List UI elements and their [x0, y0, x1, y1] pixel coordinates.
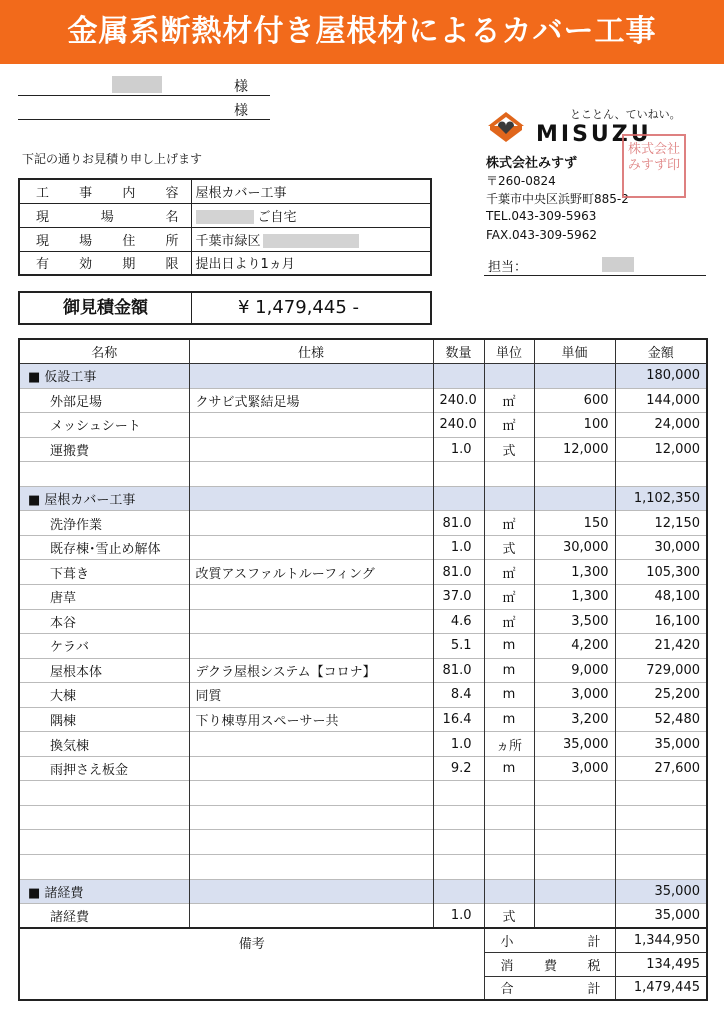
item-unit: ヵ所: [484, 732, 534, 757]
item-spec: [189, 781, 433, 806]
remarks-label: 備考: [238, 937, 265, 952]
honorific: 様: [234, 103, 248, 119]
item-name: 隅棟: [19, 707, 189, 732]
item-unit-price: [534, 879, 615, 904]
item-quantity: 81.0: [433, 560, 484, 585]
item-unit: [484, 781, 534, 806]
item-unit: 式: [484, 437, 534, 462]
honorific: 様: [234, 79, 248, 95]
estimate-footer-table: [18, 927, 708, 1001]
person-in-charge-label: 担当：: [488, 260, 528, 275]
item-unit-price: 100: [534, 413, 615, 438]
item-quantity: 5.1: [433, 634, 484, 659]
item-name: 運搬費: [19, 437, 189, 462]
company-name: 株式会社みすず: [486, 156, 578, 171]
subtotal-value: 1,344,950: [615, 928, 707, 952]
item-amount: 21,420: [615, 634, 707, 659]
company-postal: 〒260-0824: [486, 174, 556, 188]
item-name: ■ 仮設工事: [19, 364, 189, 389]
item-quantity: 9.2: [433, 756, 484, 781]
item-amount: 35,000: [615, 904, 707, 929]
item-unit: ㎡: [484, 388, 534, 413]
item-amount: 729,000: [615, 658, 707, 683]
item-quantity: 1.0: [433, 904, 484, 929]
item-name: [19, 781, 189, 806]
table-row: [19, 437, 707, 462]
item-quantity: 16.4: [433, 707, 484, 732]
item-amount: 144,000: [615, 388, 707, 413]
item-unit: m: [484, 683, 534, 708]
item-spec: [189, 904, 433, 929]
item-amount: 27,600: [615, 756, 707, 781]
project-info-table: [18, 178, 432, 276]
item-spec: [189, 462, 433, 487]
item-unit-price: [534, 805, 615, 830]
item-unit: [484, 462, 534, 487]
redacted-person: [602, 257, 634, 272]
item-name: 既存棟･雪止め解体: [19, 535, 189, 560]
item-name: [19, 805, 189, 830]
item-unit: ㎡: [484, 511, 534, 536]
info-value: 提出日より1ヵ月: [191, 251, 431, 275]
blank-row: [19, 830, 707, 855]
column-header: 名称: [19, 339, 189, 364]
column-header: 単位: [484, 339, 534, 364]
item-unit: [484, 879, 534, 904]
item-quantity: [433, 879, 484, 904]
item-unit-price: [534, 462, 615, 487]
item-spec: [189, 535, 433, 560]
item-unit: m: [484, 707, 534, 732]
item-name: 唐草: [19, 584, 189, 609]
item-spec: [189, 830, 433, 855]
item-quantity: [433, 781, 484, 806]
item-name: 屋根本体: [19, 658, 189, 683]
company-logo-text: MISUZU: [536, 122, 652, 147]
item-amount: [615, 462, 707, 487]
item-quantity: 1.0: [433, 437, 484, 462]
item-unit-price: [534, 830, 615, 855]
item-unit-price: [534, 486, 615, 511]
item-name: ■ 屋根カバー工事: [19, 486, 189, 511]
estimate-total-value: ¥ 1,479,445 -: [238, 297, 359, 318]
item-name: 外部足場: [19, 388, 189, 413]
item-unit: [484, 364, 534, 389]
item-amount: 12,150: [615, 511, 707, 536]
table-row: [19, 511, 707, 536]
item-spec: [189, 879, 433, 904]
item-unit-price: 30,000: [534, 535, 615, 560]
blank-row: [19, 854, 707, 879]
item-amount: 35,000: [615, 732, 707, 757]
item-amount: 48,100: [615, 584, 707, 609]
item-amount: 30,000: [615, 535, 707, 560]
item-spec: [189, 609, 433, 634]
company-logo-icon: [486, 110, 526, 144]
table-row: [19, 683, 707, 708]
item-unit: ㎡: [484, 609, 534, 634]
item-name: ケラバ: [19, 634, 189, 659]
footer-row: [19, 928, 707, 952]
item-quantity: 1.0: [433, 732, 484, 757]
company-block: [484, 100, 706, 276]
estimate-total-box: [18, 291, 432, 325]
redacted-name: [112, 76, 162, 93]
table-row: [19, 707, 707, 732]
item-spec: [189, 437, 433, 462]
item-unit: [484, 805, 534, 830]
table-row: [19, 732, 707, 757]
item-quantity: [433, 462, 484, 487]
item-unit: m: [484, 634, 534, 659]
item-name: 大棟: [19, 683, 189, 708]
item-quantity: 81.0: [433, 658, 484, 683]
estimate-total-label: 御見積金額: [20, 293, 192, 323]
item-amount: 35,000: [615, 879, 707, 904]
item-name: 雨押さえ板金: [19, 756, 189, 781]
info-row: [19, 251, 431, 275]
item-quantity: 4.6: [433, 609, 484, 634]
redacted-address: [263, 234, 359, 248]
tax-label: 消費税: [484, 952, 615, 976]
info-row: [19, 227, 431, 251]
item-amount: [615, 805, 707, 830]
item-spec: 下り棟専用スペーサー共: [189, 707, 433, 732]
company-fax: FAX.043-309-5962: [486, 228, 598, 242]
table-row: [19, 609, 707, 634]
site-address: 千葉市緑区: [195, 233, 261, 249]
info-row: [19, 203, 431, 227]
item-unit-price: 35,000: [534, 732, 615, 757]
grand-total-label: 合計: [484, 976, 615, 1000]
info-label: 有効期限: [19, 251, 191, 275]
remarks-area: [19, 928, 484, 1000]
item-amount: 12,000: [615, 437, 707, 462]
item-name: 換気棟: [19, 732, 189, 757]
item-unit-price: 1,300: [534, 584, 615, 609]
section-row: [19, 486, 707, 511]
info-value: [191, 203, 431, 227]
section-row: [19, 364, 707, 389]
item-spec: [189, 486, 433, 511]
column-header: 数量: [433, 339, 484, 364]
item-amount: [615, 830, 707, 855]
subtotal-label: 小計: [484, 928, 615, 952]
item-unit-price: [534, 904, 615, 929]
item-quantity: 37.0: [433, 584, 484, 609]
item-unit-price: [534, 781, 615, 806]
item-spec: [189, 364, 433, 389]
item-amount: 105,300: [615, 560, 707, 585]
item-name: 諸経費: [19, 904, 189, 929]
info-label: 現場住所: [19, 227, 191, 251]
item-unit: ㎡: [484, 584, 534, 609]
item-amount: 180,000: [615, 364, 707, 389]
item-amount: 16,100: [615, 609, 707, 634]
blank-row: [19, 781, 707, 806]
item-spec: [189, 805, 433, 830]
item-spec: [189, 634, 433, 659]
site-name-suffix: ご自宅: [257, 209, 297, 225]
column-header: 単価: [534, 339, 615, 364]
item-unit: [484, 486, 534, 511]
table-row: [19, 634, 707, 659]
item-unit: 式: [484, 535, 534, 560]
item-spec: [189, 413, 433, 438]
item-unit-price: 150: [534, 511, 615, 536]
item-unit-price: 600: [534, 388, 615, 413]
item-quantity: 8.4: [433, 683, 484, 708]
item-unit: [484, 854, 534, 879]
item-unit-price: 9,000: [534, 658, 615, 683]
item-quantity: [433, 486, 484, 511]
item-name: メッシュシート: [19, 413, 189, 438]
item-unit-price: 12,000: [534, 437, 615, 462]
column-header: 仕様: [189, 339, 433, 364]
table-row: [19, 904, 707, 929]
item-amount: 52,480: [615, 707, 707, 732]
item-amount: 25,200: [615, 683, 707, 708]
item-unit-price: 4,200: [534, 634, 615, 659]
table-row: [19, 388, 707, 413]
addressee-line-2: [18, 98, 270, 120]
info-value: [191, 227, 431, 251]
item-unit: [484, 830, 534, 855]
intro-text: 下記の通りお見積り申し上げます: [22, 152, 203, 166]
table-row: [19, 584, 707, 609]
table-row: [19, 756, 707, 781]
info-row: [19, 179, 431, 203]
item-name: 本谷: [19, 609, 189, 634]
table-row: [19, 560, 707, 585]
table-row: [19, 658, 707, 683]
item-name: ■ 諸経費: [19, 879, 189, 904]
item-name: [19, 462, 189, 487]
info-value: 屋根カバー工事: [191, 179, 431, 203]
item-quantity: [433, 854, 484, 879]
addressee-line-1: [18, 74, 270, 96]
blank-row: [19, 462, 707, 487]
item-spec: [189, 511, 433, 536]
item-quantity: [433, 805, 484, 830]
page-title: 金属系断熱材付き屋根材によるカバー工事: [0, 0, 724, 64]
item-amount: [615, 854, 707, 879]
item-unit-price: [534, 364, 615, 389]
item-unit: m: [484, 658, 534, 683]
item-spec: [189, 854, 433, 879]
tax-value: 134,495: [615, 952, 707, 976]
column-header: 金額: [615, 339, 707, 364]
item-unit: ㎡: [484, 413, 534, 438]
item-quantity: 81.0: [433, 511, 484, 536]
item-unit: 式: [484, 904, 534, 929]
estimate-items-table: [18, 338, 708, 929]
item-name: [19, 854, 189, 879]
item-name: 洗浄作業: [19, 511, 189, 536]
item-quantity: 240.0: [433, 413, 484, 438]
item-quantity: [433, 364, 484, 389]
blank-row: [19, 805, 707, 830]
item-spec: [189, 756, 433, 781]
info-label: 現場名: [19, 203, 191, 227]
item-amount: 1,102,350: [615, 486, 707, 511]
item-spec: クサビ式緊結足場: [189, 388, 433, 413]
item-quantity: 1.0: [433, 535, 484, 560]
item-quantity: 240.0: [433, 388, 484, 413]
item-spec: [189, 584, 433, 609]
item-unit-price: 3,500: [534, 609, 615, 634]
item-unit-price: 3,000: [534, 756, 615, 781]
item-unit: m: [484, 756, 534, 781]
item-spec: 同質: [189, 683, 433, 708]
item-unit-price: 1,300: [534, 560, 615, 585]
table-row: [19, 413, 707, 438]
company-address: 千葉市中央区浜野町885-2: [486, 192, 629, 206]
company-tel: TEL.043-309-5963: [486, 209, 597, 223]
item-unit: ㎡: [484, 560, 534, 585]
section-row: [19, 879, 707, 904]
table-header-row: [19, 339, 707, 364]
company-seal-stamp: 株式会社みすず印: [622, 134, 686, 198]
grand-total-value: 1,479,445: [615, 976, 707, 1000]
item-spec: [189, 732, 433, 757]
redacted-name: [196, 210, 254, 224]
item-name: 下葺き: [19, 560, 189, 585]
item-quantity: [433, 830, 484, 855]
company-tagline: とことん、ていねい。: [570, 108, 681, 121]
item-spec: デクラ屋根システム【コロナ】: [189, 658, 433, 683]
item-amount: [615, 781, 707, 806]
item-unit-price: 3,000: [534, 683, 615, 708]
item-name: [19, 830, 189, 855]
table-row: [19, 535, 707, 560]
item-amount: 24,000: [615, 413, 707, 438]
item-unit-price: 3,200: [534, 707, 615, 732]
item-spec: 改質アスファルトルーフィング: [189, 560, 433, 585]
item-unit-price: [534, 854, 615, 879]
info-label: 工事内容: [19, 179, 191, 203]
